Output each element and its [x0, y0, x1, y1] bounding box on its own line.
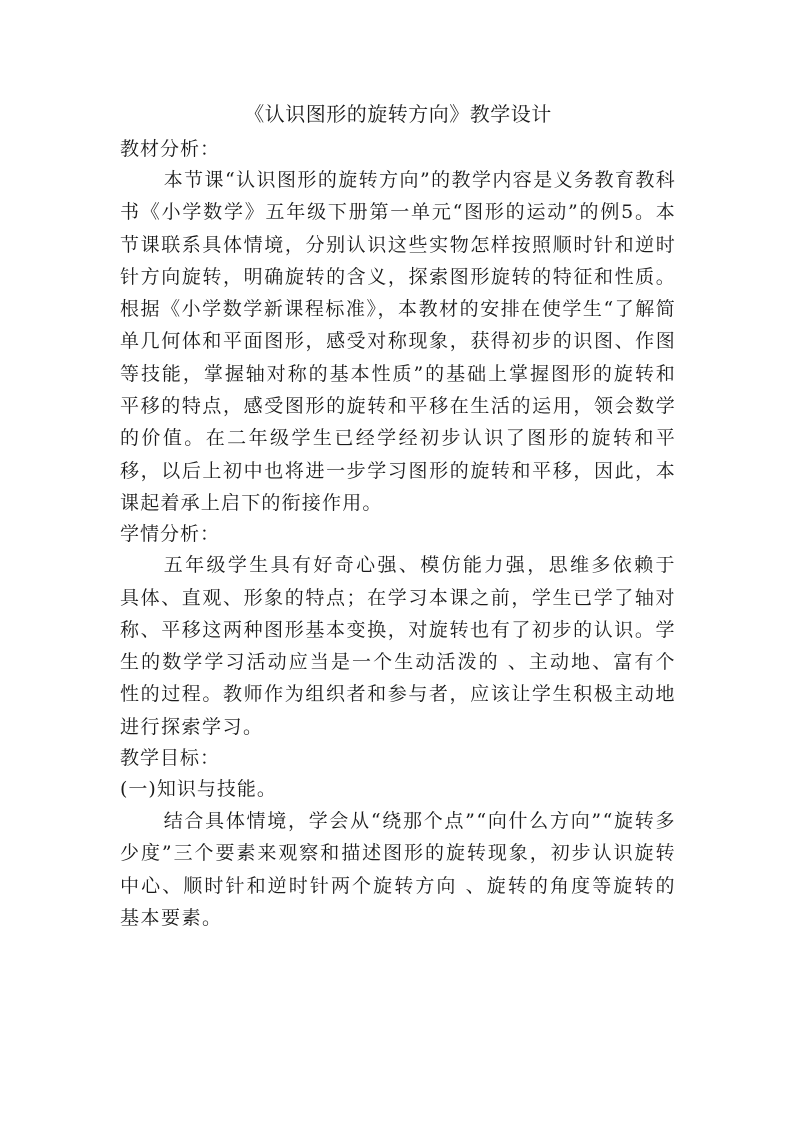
paragraph-knowledge-skills: 结合具体情境，学会从“绕那个点”“向什么方向”“旋转多少度”三个要素来观察和描述图形的旋转现象，初步认识旋转中心、顺时针和逆时针两个旋转方向 、旋转的角度等旋转的基本要素。 [120, 810, 676, 929]
document-title: 《认识图形的旋转方向》教学设计 [244, 102, 552, 126]
document-body [120, 94, 676, 934]
section-heading-teaching-goals: 教学目标： [120, 747, 221, 770]
paragraph-student-analysis: 五年级学生具有好奇心强、模仿能力强，思维多依赖于具体、直观、形象的特点；在学习本课之前，学生已学了轴对称、平移这两种图形基本变换，对旋转也有了初步的认识。学生的数学学习活动应当是一个生动活泼的 、主动地、富有个性的过程。教师作为组织者和参与者，应该让学生积极主动地进行探索学习。 [120, 554, 676, 738]
paragraph-material-analysis: 本节课“认识图形的旋转方向”的教学内容是义务教育教科书《小学数学》五年级下册第一单元“图形的运动”的例5。本节课联系具体情境，分别认识这些实物怎样按照顺时针和逆时针方向旋转，明确旋转的含义，探索图形旋转的特征和性质。根据《小学数学新课程标准》，本教材的安排在使学生“了解简单几何体和平面图形，感受对称现象，获得初步的识图、作图等技能，掌握轴对称的基本性质”的基础上掌握图形的旋转和平移的特点，感受图形的旋转和平移在生活的运用，领会数学的价值。在二年级学生已经学经初步认识了图形的旋转和平移，以后上初中也将进一步学习图形的旋转和平移，因此，本课起着承上启下的衔接作用。 [120, 169, 676, 514]
subheading-knowledge-skills: (一)知识与技能。 [120, 778, 277, 801]
section-heading-student-analysis: 学情分析： [120, 523, 221, 546]
section-heading-material-analysis: 教材分析： [120, 138, 221, 160]
